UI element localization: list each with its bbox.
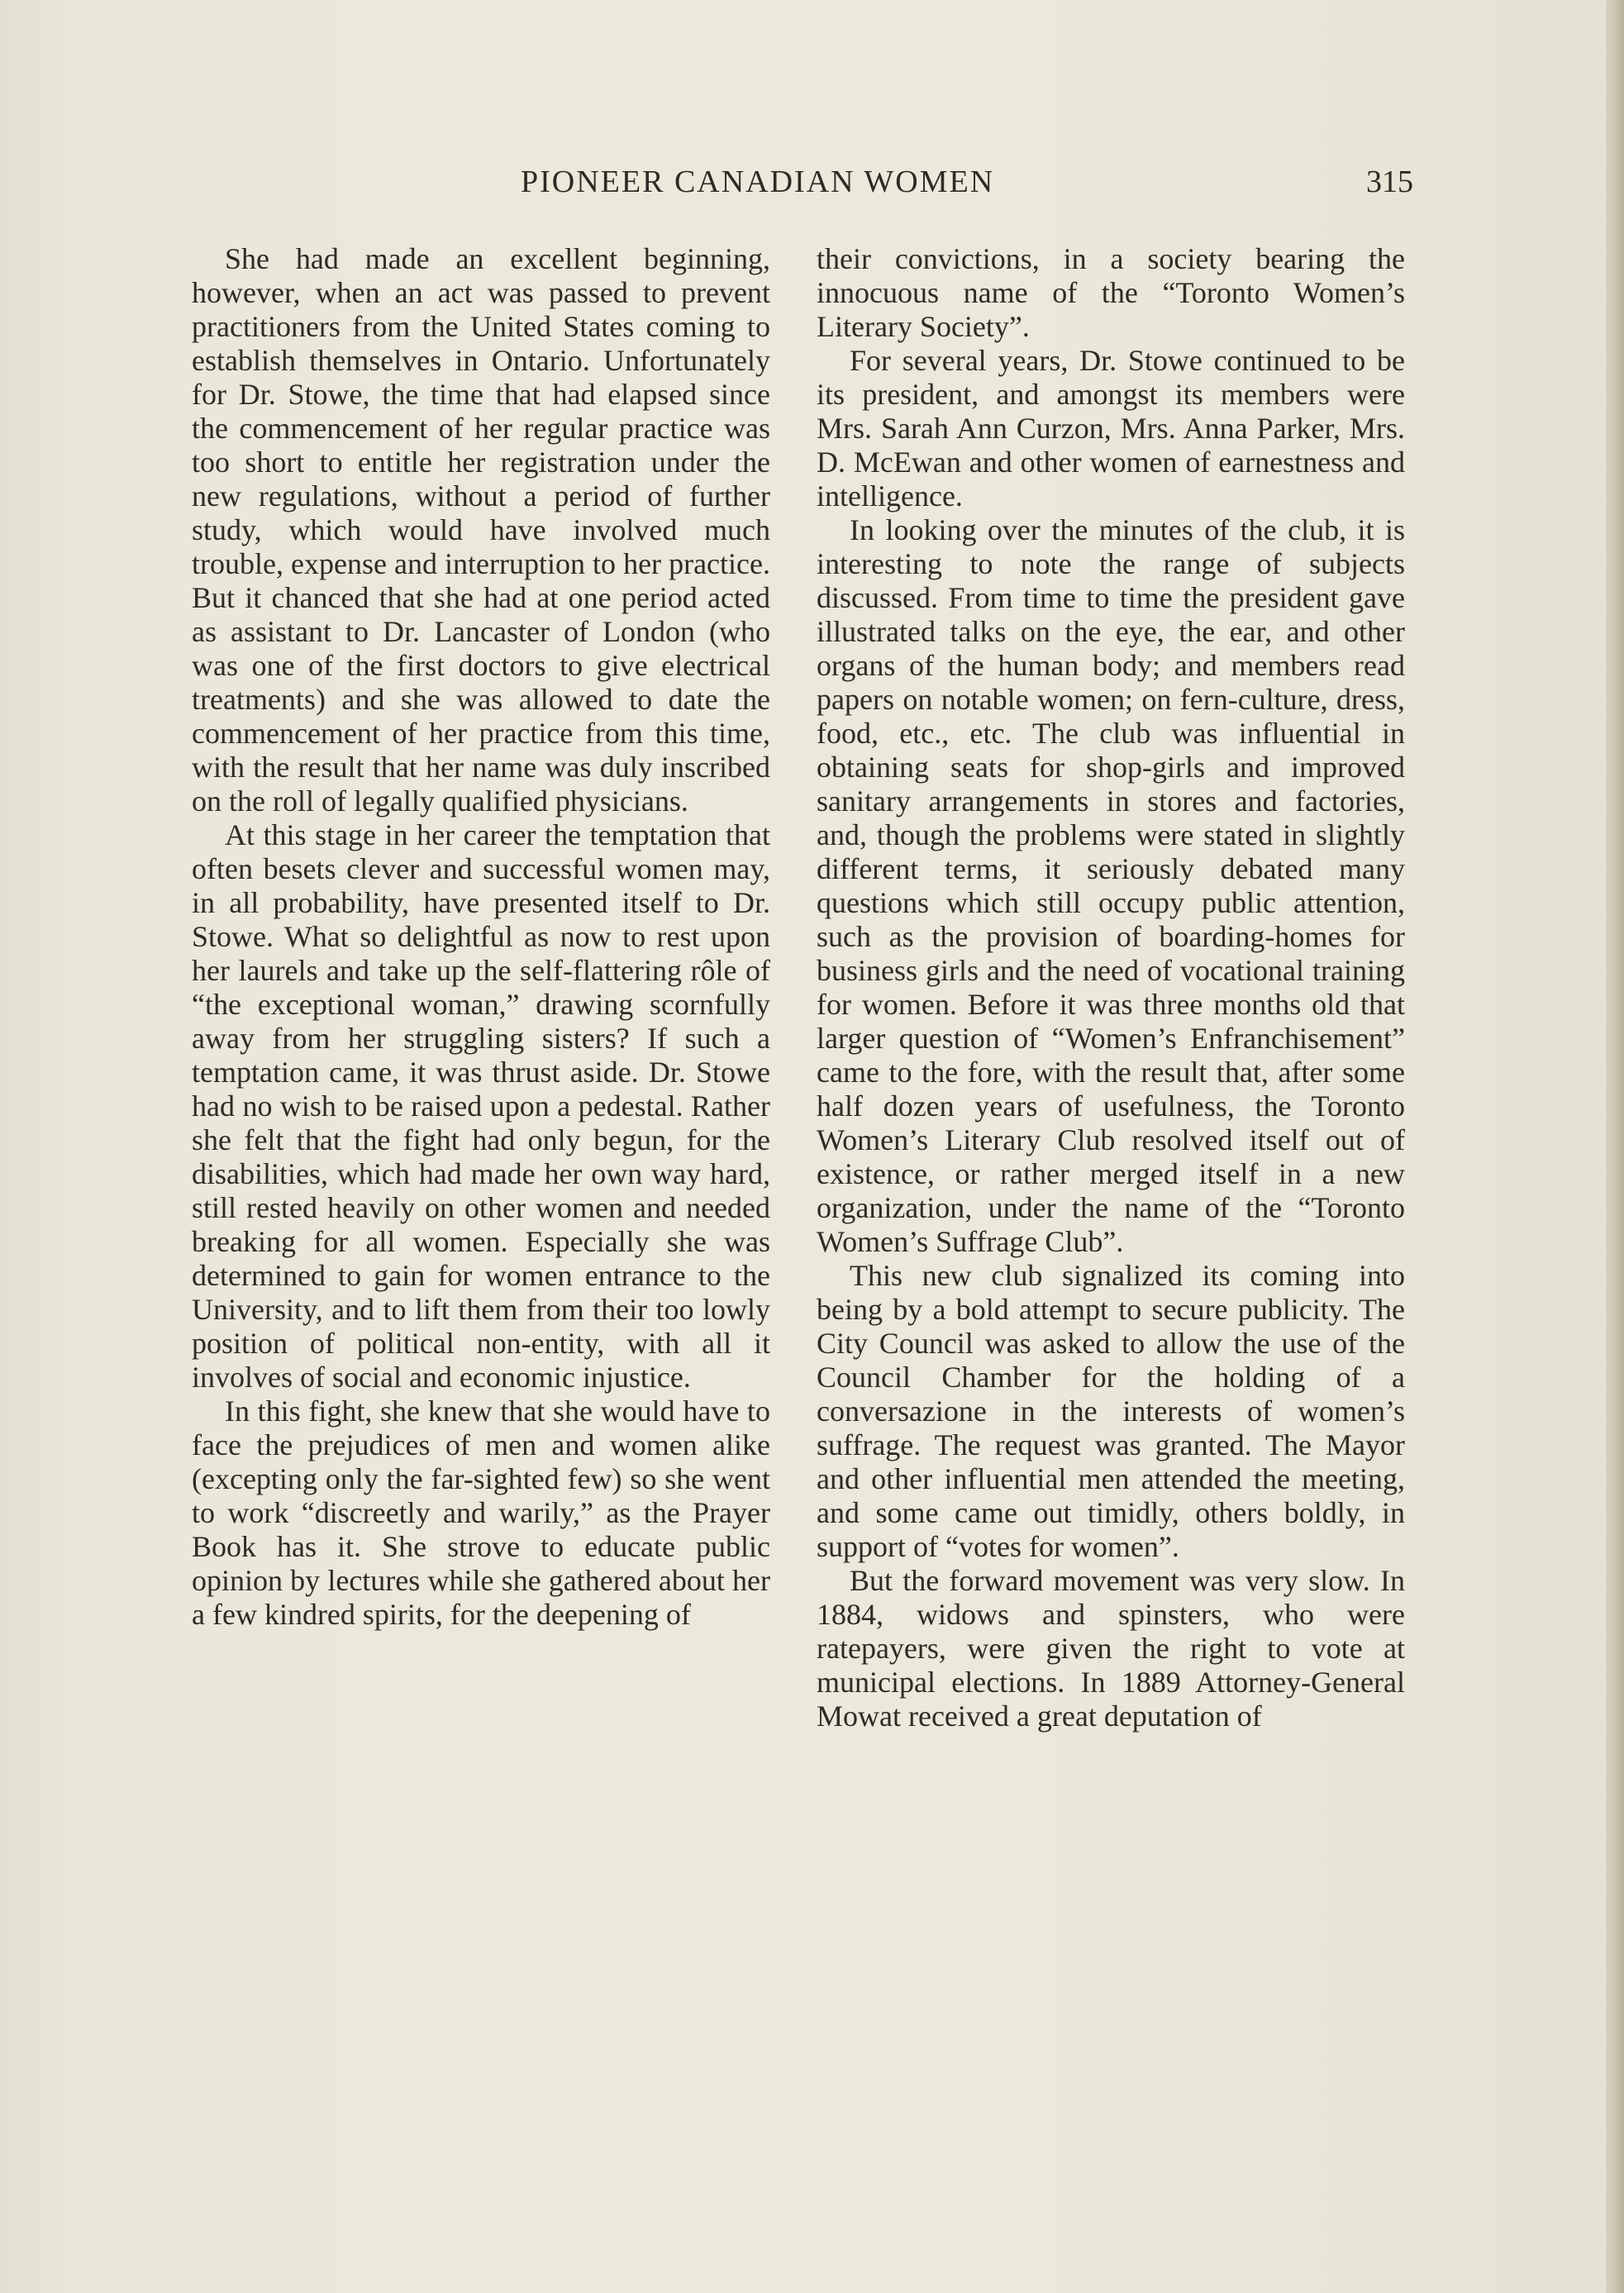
paragraph: But the forward movement was very slow. In 1884, widows and spinsters, who were ratepayers, were given the right to vote at municipal elections. In 1889 Attorney-General Mowat received a great deputation of <box>817 1564 1405 1733</box>
page-header <box>521 164 1413 205</box>
running-title: PIONEER CANADIAN WOMEN <box>521 164 995 199</box>
right-column <box>817 242 1405 1733</box>
paragraph: In looking over the minutes of the club, it is interesting to note the range of subjects discussed. From time to time the president gave illustrated talks on the eye, the ear, and other organs of the human body; and members read papers on notable women; on fern-culture, dress, food, etc., etc. The club was influential in obtaining seats for shop-girls and improved sanitary arrangements in stores and factories, and, though the problems were stated in slightly different terms, it seriously debated many questions which still occupy public attention, such as the provision of boarding-homes for business girls and the need of vocational training for women. Before it was three months old that larger question of “Women’s Enfranchisement” came to the fore, with the result that, after some half dozen years of usefulness, the Toronto Women’s Literary Club resolved itself out of existence, or rather merged itself in a new organization, under the name of the “Toronto Women’s Suffrage Club”. <box>817 513 1405 1258</box>
paragraph: This new club signalized its coming into being by a bold attempt to secure publicity. The City Council was asked to allow the use of the Council Chamber for the holding of a conversazione in the interests of women’s suffrage. The request was granted. The Mayor and other influential men attended the meeting, and some came out timidly, others boldly, in support of “votes for women”. <box>817 1259 1405 1563</box>
page-number: 315 <box>1366 164 1413 199</box>
book-spine-edge <box>1606 0 1624 2293</box>
paragraph: At this stage in her career the temptation that often besets clever and successful women may, in all probability, have presented itself to Dr. Stowe. What so delightful as now to rest upon her laurels and take up the self-flattering rôle of “the exceptional woman,” drawing scornfully away from her struggling sisters? If such a temptation came, it was thrust aside. Dr. Stowe had no wish to be raised upon a pedestal. Rather she felt that the fight had only begun, for the disabilities, which had made her own way hard, still rested heavily on other women and needed breaking for all women. Especially she was determined to gain for women entrance to the University, and to lift them from their too lowly position of political non-entity, with all it involves of social and economic injustice. <box>192 818 770 1394</box>
continued-paragraph: their convictions, in a society bearing the innocuous name of the “Toronto Women’s Literary Society”. <box>817 242 1405 343</box>
left-column <box>192 242 770 1632</box>
paragraph: In this fight, she knew that she would have to face the prejudices of men and women alike (excepting only the far-sighted few) so she went to work “discreetly and warily,” as the Prayer Book has it. She strove to educate public opinion by lectures while she gathered about her a few kindred spirits, for the deepening of <box>192 1394 770 1631</box>
paragraph: For several years, Dr. Stowe continued to be its president, and amongst its members were Mrs. Sarah Ann Curzon, Mrs. Anna Parker, Mrs. D. McEwan and other women of earnestness and intelligence. <box>817 344 1405 512</box>
paragraph: She had made an excellent beginning, however, when an act was passed to prevent practitioners from the United States coming to establish themselves in Ontario. Unfortunately for Dr. Stowe, the time that had elapsed since the commencement of her regular practice was too short to entitle her registration under the new regulations, without a period of further study, which would have involved much trouble, expense and interruption to her practice. But it chanced that she had at one period acted as assistant to Dr. Lancaster of London (who was one of the first doctors to give electrical treatments) and she was allowed to date the commencement of her practice from this time, with the result that her name was duly inscribed on the roll of legally qualified physicians. <box>192 242 770 818</box>
